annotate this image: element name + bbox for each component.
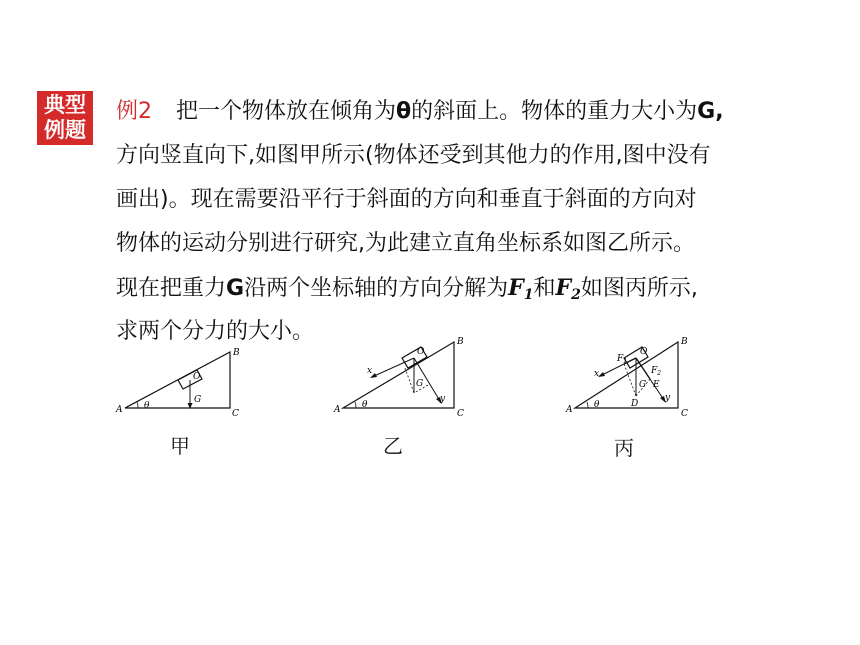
label-b: B: [457, 337, 464, 347]
figure-jia: [112, 330, 252, 420]
label-b: B: [233, 348, 240, 358]
line5-a: 现在把重力: [116, 276, 227, 301]
label-c: C: [457, 409, 464, 419]
label-c: C: [681, 409, 688, 419]
label-c: C: [232, 409, 239, 419]
caption-bing: 丙: [614, 436, 634, 460]
figure-yi: [330, 330, 480, 420]
label-a: A: [334, 405, 341, 415]
line1-text: 把一个物体放在倾角为: [176, 99, 397, 124]
f1-symbol: $F_1$: [508, 275, 534, 303]
figure-bing: [562, 330, 712, 420]
line5-c: 如图丙所示,: [580, 276, 698, 301]
label-d: D: [631, 399, 639, 409]
line1-text2: 的斜面上。物体的重力大小为: [411, 99, 698, 124]
caption-jia: 甲: [170, 434, 190, 458]
problem-line-5: [116, 266, 796, 310]
gravity-symbol: G,: [697, 99, 724, 124]
label-a: A: [116, 405, 123, 415]
f2-symbol: $F_2$: [555, 275, 581, 303]
problem-line-2: 方向竖直向下,如图甲所示(物体还受到其他力的作用,图中没有: [116, 143, 711, 168]
label-g: G: [416, 379, 424, 389]
problem-line-3: 画出)。现在需要沿平行于斜面的方向和垂直于斜面的方向对: [116, 187, 697, 212]
problem-line-1: [116, 90, 796, 134]
theta-symbol: θ: [396, 99, 412, 124]
caption-yi: 乙: [383, 434, 403, 458]
label-g: G: [194, 395, 202, 405]
label-f2: $F_2$: [651, 366, 662, 377]
label-a: A: [566, 405, 573, 415]
label-x: x: [367, 366, 373, 376]
label-y: y: [665, 393, 671, 403]
badge-line-1: 典型: [44, 93, 86, 117]
line5-b: 沿两个坐标轴的方向分解为: [244, 276, 509, 301]
badge-line-2: 例题: [44, 118, 86, 142]
label-theta: θ: [144, 401, 150, 411]
label-theta: θ: [594, 400, 600, 410]
problem-line-4: 物体的运动分别进行研究,为此建立直角坐标系如图乙所示。: [116, 231, 695, 256]
label-o: O: [640, 347, 648, 357]
label-y: y: [440, 394, 446, 404]
example-badge: [37, 91, 93, 145]
label-o: O: [417, 347, 425, 357]
example-label: 例2: [116, 99, 152, 124]
label-f1: $F_1$: [617, 354, 628, 365]
problem-line-6: 求两个分力的大小。: [116, 319, 315, 344]
label-theta: θ: [362, 400, 368, 410]
problem-text: [116, 90, 796, 354]
label-b: B: [681, 337, 688, 347]
label-x: x: [594, 369, 600, 379]
line5-and: 和: [533, 276, 556, 301]
label-g: G: [639, 380, 647, 390]
label-o: O: [193, 372, 201, 382]
gravity-symbol-2: G: [226, 276, 245, 301]
label-e: E: [653, 380, 660, 390]
